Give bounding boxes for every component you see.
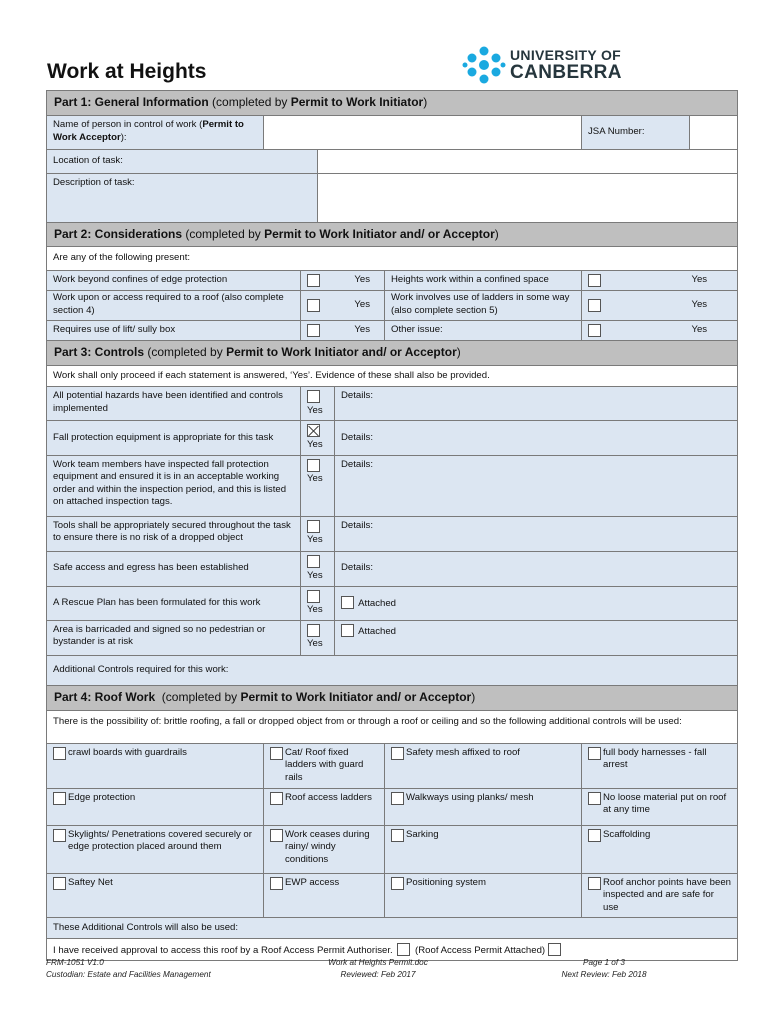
control-statement: Tools shall be appropriately secured throughout the task to ensure there is no risk of a dropped object [47, 516, 301, 551]
roof-control-label: crawl boards with guardrails [68, 746, 187, 758]
part4-intro: There is the possibility of: brittle roofing, a fall or dropped object from or through a roof or ceiling and so the following additional controls will be used: [47, 710, 738, 743]
yes-label: Yes [307, 404, 323, 416]
custodian: Custodian: Estate and Facilities Management [46, 969, 211, 979]
roof-control-label: Work ceases during rainy/ windy conditions [285, 828, 370, 865]
roof-control-checkbox[interactable] [53, 829, 66, 842]
form-number: FRM-1051 V1.0 [46, 958, 104, 967]
control-details[interactable]: Details: [335, 516, 738, 551]
file-name: Work at Heights Permit.doc [328, 958, 428, 967]
consideration-label: Heights work within a confined space [385, 271, 582, 291]
part2-intro: Are any of the following present: [47, 247, 738, 271]
university-logo [462, 45, 632, 85]
also-used-field[interactable]: These Additional Controls will also be used: [47, 918, 738, 939]
control-statement: Fall protection equipment is appropriate for this task [47, 421, 301, 455]
consideration-label: Work involves use of ladders in some way (also complete section 5) [385, 291, 582, 321]
control-details[interactable]: Details: [335, 455, 738, 516]
logo-text-line2: CANBERRA [510, 62, 622, 83]
roof-control-label: full body harnesses - fall arrest [603, 746, 707, 771]
roof-control-label: Skylights/ Penetrations covered securely or edge protection placed around them [68, 828, 252, 853]
yes-label: Yes [354, 274, 370, 286]
roof-control-label: Positioning system [406, 876, 486, 888]
document-title: Work at Heights [47, 60, 207, 83]
control-details[interactable]: Details: [335, 551, 738, 586]
roof-control-checkbox[interactable] [588, 877, 601, 890]
roof-control-checkbox[interactable] [270, 877, 283, 890]
person-in-control-field[interactable] [264, 116, 582, 150]
part2-header: Part 2: Considerations (completed by Permit to Work Initiator and/ or Acceptor) [47, 223, 738, 247]
control-details[interactable]: Details: [335, 387, 738, 421]
permit-table [46, 90, 738, 961]
roof-control-checkbox[interactable] [270, 829, 283, 842]
jsa-number-field[interactable] [690, 116, 738, 150]
control-yes-checkbox[interactable] [307, 555, 320, 568]
description-field[interactable] [318, 174, 738, 223]
control-yes-checkbox[interactable] [307, 459, 320, 472]
consideration-label: Requires use of lift/ sully box [47, 321, 301, 341]
roof-control-checkbox[interactable] [53, 877, 66, 890]
control-yes-checkbox[interactable] [307, 390, 320, 403]
yes-label: Yes [354, 324, 370, 336]
control-yes-checkbox-checked[interactable] [307, 424, 320, 437]
control-yes-checkbox[interactable] [307, 520, 320, 533]
attached-checkbox[interactable] [341, 596, 354, 609]
consideration-checkbox[interactable] [588, 274, 601, 287]
attached-label: Attached [358, 597, 397, 609]
roof-control-checkbox[interactable] [588, 747, 601, 760]
consideration-label: Work upon or access required to a roof (also complete section 4) [47, 291, 301, 321]
yes-label: Yes [307, 638, 323, 650]
approval-text: I have received approval to access this roof by a Roof Access Permit Authoriser. [53, 944, 393, 956]
control-statement: Safe access and egress has been established [47, 551, 301, 586]
roof-control-checkbox[interactable] [270, 747, 283, 760]
roof-control-label: Walkways using planks/ mesh [406, 791, 534, 803]
logo-mark-icon [462, 45, 506, 85]
next-review-date: Next Review: Feb 2018 [561, 969, 647, 979]
yes-label: Yes [307, 604, 323, 616]
control-statement: Area is barricaded and signed so no pedestrian or bystander is at risk [47, 620, 301, 655]
roof-control-label: Sarking [406, 828, 439, 840]
roof-control-checkbox[interactable] [53, 792, 66, 805]
control-details[interactable]: Details: [335, 421, 738, 455]
additional-controls-field[interactable]: Additional Controls required for this work: [47, 655, 738, 685]
yes-label: Yes [307, 438, 323, 450]
location-label: Location of task: [47, 150, 318, 174]
roof-control-label: Roof anchor points have been inspected and are safe for use [603, 876, 732, 913]
control-statement: All potential hazards have been identified and controls implemented [47, 387, 301, 421]
roof-control-checkbox[interactable] [391, 792, 404, 805]
roof-control-checkbox[interactable] [588, 792, 601, 805]
consideration-label: Other issue: [385, 321, 582, 341]
page-number: Page 1 of 3 [583, 958, 625, 967]
permit-attached-checkbox[interactable] [548, 943, 561, 956]
location-field[interactable] [318, 150, 738, 174]
roof-control-checkbox[interactable] [391, 747, 404, 760]
roof-control-label: No loose material put on roof at any time [603, 791, 727, 816]
part3-intro: Work shall only proceed if each statement is answered, ‘Yes’. Evidence of these shall also be provided. [47, 366, 738, 387]
roof-control-label: Cat/ Roof fixed ladders with guard rails [285, 746, 364, 783]
yes-label: Yes [307, 473, 323, 485]
consideration-checkbox[interactable] [307, 299, 320, 312]
roof-control-label: Edge protection [68, 791, 136, 803]
logo-text-line1: UNIVERSITY OF [510, 47, 621, 63]
yes-label: Yes [354, 299, 370, 311]
roof-control-label: Safety mesh affixed to roof [406, 746, 520, 758]
consideration-checkbox[interactable] [588, 324, 601, 337]
permit-form [46, 90, 737, 961]
consideration-checkbox[interactable] [588, 299, 601, 312]
roof-control-label: EWP access [285, 876, 340, 888]
attached-checkbox[interactable] [341, 624, 354, 637]
approval-checkbox[interactable] [397, 943, 410, 956]
part3-header: Part 3: Controls (completed by Permit to Work Initiator and/ or Acceptor) [47, 341, 738, 366]
roof-control-label: Saftey Net [68, 876, 113, 888]
yes-label: Yes [691, 299, 708, 311]
consideration-label: Work beyond confines of edge protection [47, 271, 301, 291]
person-in-control-label: Name of person in control of work (Permit to Work Acceptor): [47, 116, 264, 150]
roof-control-checkbox[interactable] [391, 877, 404, 890]
part1-header: Part 1: General Information (completed by Permit to Work Initiator) [47, 91, 738, 116]
roof-control-label: Roof access ladders [285, 791, 372, 803]
consideration-checkbox[interactable] [307, 324, 320, 337]
roof-control-checkbox[interactable] [53, 747, 66, 760]
consideration-checkbox[interactable] [307, 274, 320, 287]
roof-control-checkbox[interactable] [270, 792, 283, 805]
part4-header: Part 4: Roof Work (completed by Permit to Work Initiator and/ or Acceptor) [47, 685, 738, 710]
jsa-number-label: JSA Number: [582, 116, 690, 150]
description-label: Description of task: [47, 174, 318, 223]
reviewed-date: Reviewed: Feb 2017 [340, 969, 416, 979]
control-statement: A Rescue Plan has been formulated for this work [47, 586, 301, 620]
control-yes-checkbox[interactable] [307, 624, 320, 637]
control-yes-checkbox[interactable] [307, 590, 320, 603]
yes-label: Yes [691, 274, 708, 286]
yes-label: Yes [307, 534, 323, 546]
roof-control-checkbox[interactable] [391, 829, 404, 842]
attached-label: Attached [358, 625, 397, 637]
roof-control-label: Scaffolding [603, 828, 651, 840]
yes-label: Yes [307, 569, 323, 581]
approval-attached-text: (Roof Access Permit Attached) [415, 944, 546, 956]
yes-label: Yes [691, 324, 708, 336]
control-statement: Work team members have inspected fall protection equipment and ensured it is in an acceptable working order and within the inspection period, and this is listed on attached inspection tags. [47, 455, 301, 516]
roof-control-checkbox[interactable] [588, 829, 601, 842]
